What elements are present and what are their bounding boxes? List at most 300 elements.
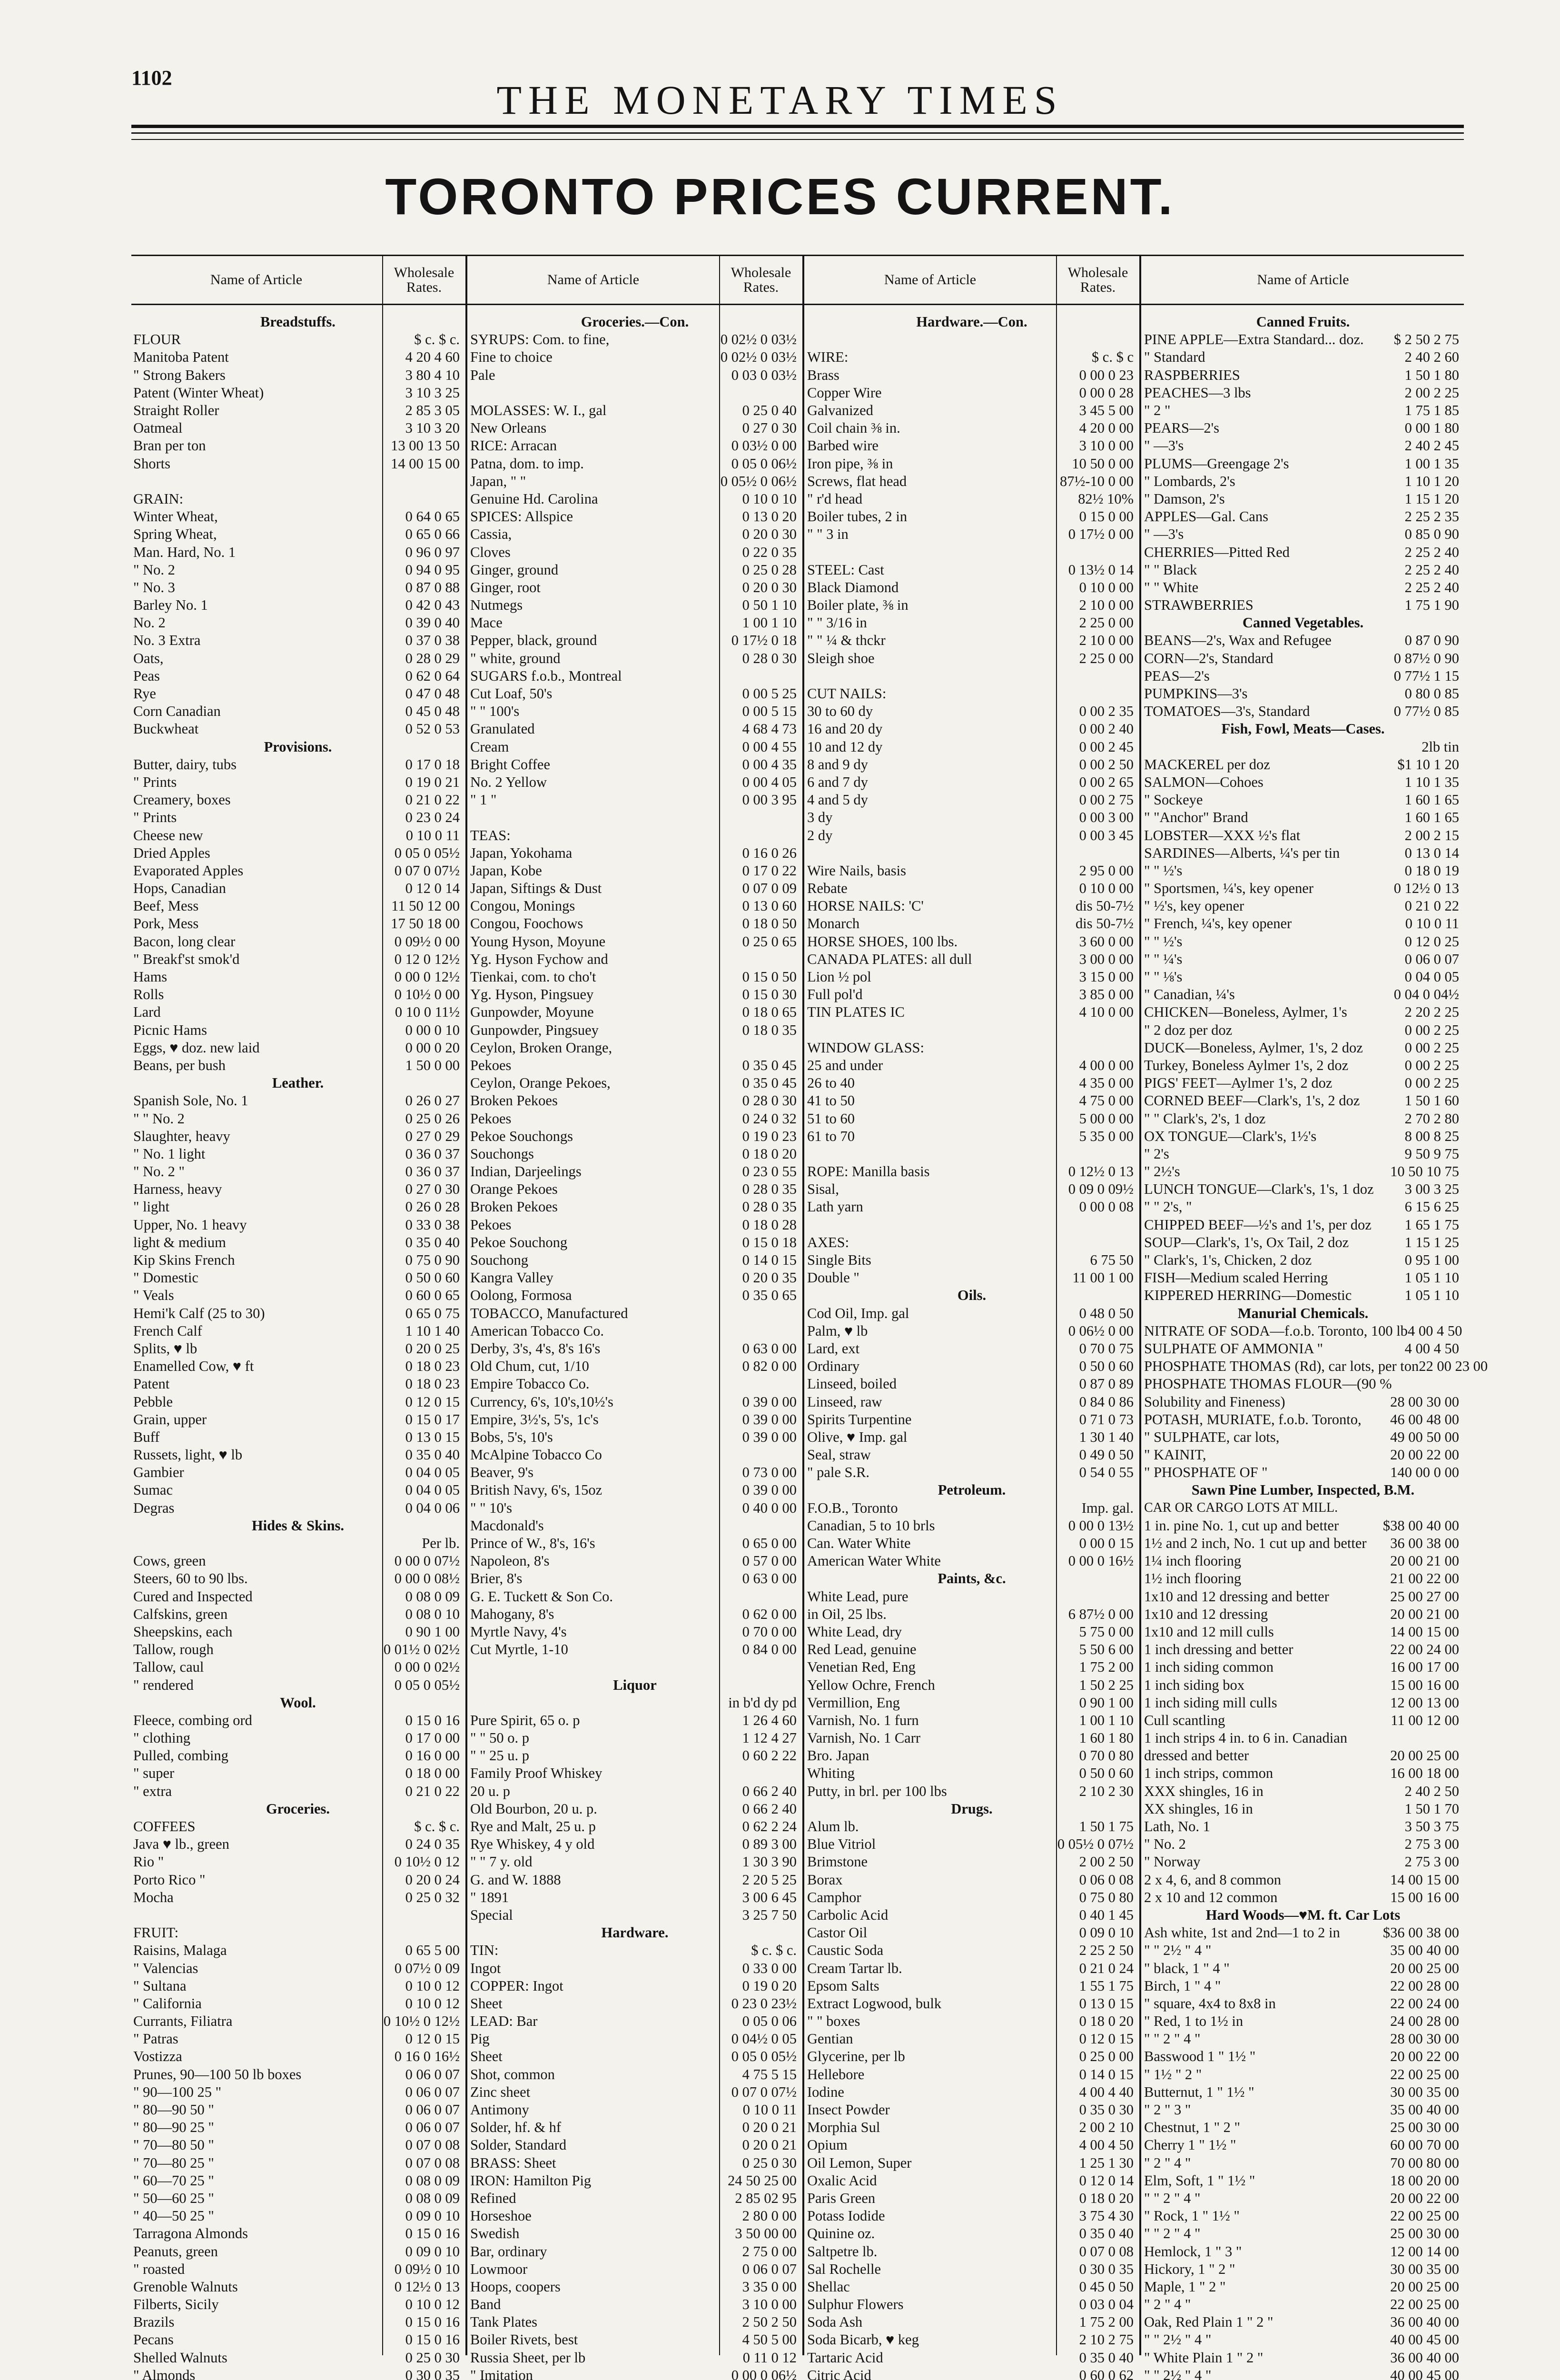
article-name: Buckwheat	[133, 721, 199, 737]
article-name: Quinine oz.	[807, 2225, 875, 2242]
section-heading	[468, 1676, 801, 1694]
article-name: Red Lead, genuine	[807, 1641, 917, 1658]
wholesale-rate: 0 04 0 05	[405, 1482, 460, 1498]
wholesale-rate: 0 00 2 25	[1404, 1075, 1459, 1091]
article-name: 2 x 4, 6, and 8 common	[1144, 1871, 1282, 1888]
section-heading	[1142, 1481, 1464, 1499]
wholesale-rate: 0 02½ 0 03½	[720, 349, 797, 366]
wholesale-rate: 0 08 0 09	[405, 1588, 460, 1605]
article-name: Currants, Filiatra	[133, 2013, 233, 2030]
article-name: Sisal,	[807, 1181, 839, 1198]
article-name: Upper, No. 1 heavy	[133, 1216, 247, 1233]
price-row	[131, 437, 464, 455]
price-row	[1142, 774, 1464, 791]
price-row	[131, 897, 464, 915]
article-name: Kangra Valley	[470, 1269, 553, 1286]
article-name: Currency, 6's, 10's,10½'s	[470, 1393, 613, 1410]
article-name: Opium	[807, 2137, 848, 2153]
price-row	[131, 1305, 464, 1322]
article-name: Pulled, combing	[133, 1747, 228, 1764]
article-name: Linseed, boiled	[807, 1376, 897, 1392]
article-name: " Damson, 2's	[1144, 490, 1225, 507]
wholesale-rate: 0 18 0 23	[405, 1376, 460, 1392]
section-heading	[1142, 1305, 1464, 1322]
wholesale-rate: 0 03½ 0 00	[731, 437, 797, 454]
wholesale-rate: 0 49 0 50	[1079, 1447, 1134, 1463]
article-name: SUGARS f.o.b., Montreal	[470, 667, 622, 684]
price-row	[131, 791, 464, 809]
article-name: Yg. Hyson Fychow and	[470, 951, 608, 967]
wholesale-rate: 4 35 0 00	[1079, 1075, 1134, 1091]
wholesale-rate: 0 21 0 22	[405, 1783, 460, 1799]
price-row	[131, 2207, 464, 2225]
wholesale-rate: 3 00 6 45	[742, 1889, 797, 1905]
article-name: Rye Whiskey, 4 y old	[470, 1836, 595, 1853]
wholesale-rate: 0 10 0 10	[742, 490, 797, 507]
wholesale-rate: 13 00 13 50	[391, 437, 460, 454]
price-row	[468, 1818, 801, 1835]
article-name: Shot, common	[470, 2066, 555, 2082]
price-row	[468, 897, 801, 915]
wholesale-rate: 30 00 35 00	[1390, 2261, 1459, 2277]
article-name: Creamery, boxes	[133, 792, 231, 808]
price-row	[1142, 1145, 1464, 1163]
article-name: " " ¼ & thckr	[807, 632, 886, 649]
price-row	[805, 1074, 1138, 1092]
wholesale-rate: 16 00 18 00	[1390, 1765, 1459, 1782]
wholesale-rate: 4 00 4 50	[1407, 1322, 1462, 1339]
price-row	[1142, 951, 1464, 968]
price-row	[468, 1588, 801, 1606]
price-row	[468, 1145, 801, 1163]
article-name: Ceylon, Orange Pekoes,	[470, 1075, 611, 1091]
wholesale-rate: 87½-10 0 00	[1059, 473, 1134, 489]
wholesale-rate: 0 06 0 07	[405, 2083, 460, 2100]
price-row	[1142, 2154, 1464, 2172]
price-row	[1142, 419, 1464, 437]
price-row	[468, 1729, 801, 1747]
wholesale-rate: 0 00 0 07½	[394, 1553, 460, 1569]
article-name: 1 inch dressing and better	[1144, 1641, 1293, 1658]
article-name: " 1 "	[470, 792, 497, 808]
article-name: Special	[470, 1906, 513, 1923]
section-heading	[805, 1481, 1138, 1499]
article-name: Carbolic Acid	[807, 1906, 889, 1923]
price-row	[468, 1375, 801, 1393]
price-row	[468, 1074, 801, 1092]
price-row	[805, 543, 1138, 561]
price-row	[131, 2331, 464, 2349]
wholesale-rate: 0 00 4 35	[742, 756, 797, 773]
wholesale-rate: 0 27 0 30	[742, 420, 797, 436]
price-row	[468, 1128, 801, 1145]
article-name: Saltpetre lb.	[807, 2243, 878, 2260]
price-row	[1142, 703, 1464, 720]
price-row	[468, 2225, 801, 2242]
price-row	[805, 508, 1138, 526]
price-row	[805, 2013, 1138, 2030]
price-row	[468, 1393, 801, 1410]
price-row	[805, 1517, 1138, 1535]
price-row	[805, 1871, 1138, 1889]
wholesale-rate: 2 25 2 40	[1404, 544, 1459, 560]
article-name: Lion ½ pol	[807, 969, 871, 985]
article-name: SALMON—Cohoes	[1144, 774, 1264, 790]
wholesale-rate: 0 08 0 09	[405, 2172, 460, 2189]
wholesale-rate: 1 60 1 65	[1404, 809, 1459, 826]
wholesale-rate: 3 10 0 00	[1079, 437, 1134, 454]
article-name: Whiting	[807, 1765, 855, 1782]
wholesale-rate: 0 23 0 23½	[731, 1995, 797, 2012]
article-name: Wire Nails, basis	[807, 862, 906, 879]
article-name: Iron pipe, ⅜ in	[807, 455, 893, 472]
wholesale-rate: 0 07 0 07½	[731, 2083, 797, 2100]
wholesale-rate: 0 35 0 30	[1079, 2102, 1134, 2118]
price-row	[1142, 1535, 1464, 1552]
rule-top-thick	[131, 125, 1464, 128]
article-name: Nutmegs	[470, 597, 523, 614]
article-name: " 2 " 4 "	[1144, 2154, 1191, 2171]
wholesale-rate: 0 10 0 12	[405, 2296, 460, 2313]
price-row	[1142, 2013, 1464, 2030]
price-row	[805, 526, 1138, 543]
article-name: Beans, per bush	[133, 1057, 226, 1073]
price-row	[805, 2296, 1138, 2313]
wholesale-rate: 14 00 15 00	[1390, 1623, 1459, 1640]
price-row	[131, 1552, 464, 1570]
article-name: Sleigh shoe	[807, 650, 875, 666]
article-name: Lath yarn	[807, 1199, 863, 1215]
article-name: Iodine	[807, 2083, 844, 2100]
price-row	[468, 1234, 801, 1251]
wholesale-rate: 0 07 0 08	[1079, 2243, 1134, 2260]
article-name: XXX shingles, 16 in	[1144, 1783, 1264, 1799]
wholesale-rate: 4 10 0 00	[1079, 1004, 1134, 1021]
price-row	[805, 1393, 1138, 1410]
wholesale-rate: 0 85 0 90	[1404, 526, 1459, 543]
price-row	[1142, 1216, 1464, 1234]
wholesale-rate: 0 16 0 00	[405, 1747, 460, 1764]
wholesale-rate: 2 20 5 25	[742, 1871, 797, 1888]
section-heading	[1142, 614, 1464, 632]
price-row	[1142, 1393, 1464, 1410]
article-name: Epsom Salts	[807, 1977, 879, 1994]
price-row	[131, 508, 464, 526]
price-row	[805, 1269, 1138, 1287]
wholesale-rate: 0 54 0 55	[1079, 1464, 1134, 1481]
price-row	[131, 1747, 464, 1765]
article-name: Cows, green	[133, 1553, 206, 1569]
article-name: CORN—2's, Standard	[1144, 650, 1274, 666]
column-divider-2	[802, 256, 804, 2355]
price-row	[805, 1499, 1138, 1517]
page-number: 1102	[131, 66, 172, 89]
article-name: Young Hyson, Moyune	[470, 933, 606, 950]
price-row	[468, 1959, 801, 1977]
article-name: Cut Myrtle, 1-10	[470, 1641, 568, 1658]
article-name: Yg. Hyson, Pingsuey	[470, 986, 594, 1003]
wholesale-rate: 0 12 0 12½	[394, 951, 460, 967]
article-name: Myrtle Navy, 4's	[470, 1623, 567, 1640]
price-row	[805, 809, 1138, 826]
price-row	[468, 862, 801, 880]
price-row	[1142, 2101, 1464, 2119]
article-name: " " 2½ " 4 "	[1144, 1942, 1212, 1959]
wholesale-rate: 0 33 0 00	[742, 1960, 797, 1976]
wholesale-rate: 0 09 0 10	[1079, 1924, 1134, 1941]
wholesale-rate: $ 2 50 2 75	[1393, 331, 1459, 348]
wholesale-rate: 2 40 2 45	[1404, 437, 1459, 454]
wholesale-rate: 1 10 1 35	[1404, 774, 1459, 790]
article-name: POTASH, MURIATE, f.o.b. Toronto,	[1144, 1411, 1362, 1428]
price-row	[468, 2048, 801, 2065]
price-row	[131, 1729, 464, 1747]
article-name: " " 10's	[470, 1499, 513, 1516]
price-row	[805, 384, 1138, 402]
price-row	[131, 774, 464, 791]
price-row	[131, 1889, 464, 1906]
article-name: Bright Coffee	[470, 756, 551, 773]
article-name: CORNED BEEF—Clark's, 1's, 2 doz	[1144, 1092, 1360, 1109]
wholesale-rate: 6 87½ 0 00	[1068, 1606, 1134, 1622]
section-heading	[131, 738, 464, 756]
price-row	[131, 1216, 464, 1234]
wholesale-rate: 22 00 23 00	[1419, 1358, 1488, 1375]
wholesale-rate: 1 10 1 20	[1404, 473, 1459, 489]
article-name: WINDOW GLASS:	[807, 1039, 924, 1056]
wholesale-rate: 1 55 1 75	[1079, 1977, 1134, 1994]
price-row	[1142, 348, 1464, 366]
wholesale-rate: 0 18 0 20	[1079, 2190, 1134, 2206]
price-row	[131, 2190, 464, 2207]
article-name: TEAS:	[470, 827, 511, 843]
price-row	[1142, 1729, 1464, 1747]
wholesale-rate: 0 10 0 00	[1079, 579, 1134, 595]
wholesale-rate: 21 00 22 00	[1390, 1570, 1459, 1587]
wholesale-rate: 4 00 4 40	[1079, 2083, 1134, 2100]
price-row	[805, 1588, 1138, 1606]
price-row	[131, 1180, 464, 1198]
price-row	[1142, 2066, 1464, 2083]
article-name: " 2½'s	[1144, 1163, 1180, 1180]
price-row	[805, 826, 1138, 844]
price-row	[805, 1818, 1138, 1835]
wholesale-rate: 20 00 21 00	[1390, 1553, 1459, 1569]
section-heading-label: Provisions.	[264, 738, 332, 755]
price-row	[805, 1021, 1138, 1039]
price-row	[805, 1783, 1138, 1800]
wholesale-rate: 0 25 0 65	[742, 933, 797, 950]
article-name: " 2 " 4 "	[1144, 2296, 1191, 2313]
wholesale-rate: 0 05 0 05½	[394, 1676, 460, 1693]
wholesale-rate: 4 50 5 00	[742, 2331, 797, 2348]
wholesale-rate: 3 85 0 00	[1079, 986, 1134, 1003]
article-name: Maple, 1 " 2 "	[1144, 2278, 1226, 2295]
price-row	[468, 1641, 801, 1658]
wholesale-rate: 25 00 27 00	[1390, 1588, 1459, 1605]
price-row	[468, 1092, 801, 1110]
price-row	[1142, 437, 1464, 455]
price-row	[131, 1021, 464, 1039]
wholesale-rate: 0 01½ 0 02½	[383, 1641, 460, 1658]
wholesale-rate: 1 12 4 27	[742, 1730, 797, 1746]
price-row	[805, 2261, 1138, 2278]
article-name: " No. 2	[133, 561, 175, 578]
price-row	[468, 650, 801, 667]
price-row	[468, 2119, 801, 2136]
price-row	[805, 738, 1138, 756]
wholesale-rate: 0 15 0 16	[405, 2331, 460, 2348]
wholesale-rate: 4 68 4 73	[742, 721, 797, 737]
price-row	[805, 1924, 1138, 1942]
price-row	[805, 1694, 1138, 1712]
article-name: Barbed wire	[807, 437, 879, 454]
wholesale-rate: 3 25 7 50	[742, 1906, 797, 1923]
article-name: PINE APPLE—Extra Standard... doz.	[1144, 331, 1364, 348]
price-row	[1142, 1180, 1464, 1198]
wholesale-rate: 0 00 0 10	[405, 1021, 460, 1038]
wholesale-rate: 3 15 0 00	[1079, 969, 1134, 985]
column-3-rates-header: Wholesale Rates.	[1067, 264, 1128, 295]
price-row	[805, 1145, 1138, 1163]
article-name: 20 u. p	[470, 1783, 510, 1799]
wholesale-rate: 0 24 0 32	[742, 1110, 797, 1127]
wholesale-rate: 2 75 3 00	[1404, 1836, 1459, 1853]
price-row	[131, 1287, 464, 1304]
price-row	[468, 367, 801, 384]
article-name: 61 to 70	[807, 1128, 855, 1144]
wholesale-rate: 0 07 0 07½	[394, 862, 460, 879]
article-name: Dried Apples	[133, 844, 210, 861]
wholesale-rate: 0 23 0 55	[742, 1163, 797, 1180]
price-row	[805, 1163, 1138, 1180]
wholesale-rate: 11 50 12 00	[391, 898, 460, 914]
wholesale-rate: 22 00 24 00	[1390, 1995, 1459, 2012]
wholesale-rate: 0 12 0 15	[1079, 2031, 1134, 2047]
section-heading-label: Canned Fruits.	[1256, 314, 1350, 330]
wholesale-rate: 1 00 1 10	[742, 615, 797, 631]
article-name: Evaporated Apples	[133, 862, 244, 879]
wholesale-rate: 0 18 0 00	[405, 1765, 460, 1782]
article-name: " " 2 " 4 "	[1144, 2031, 1201, 2047]
price-row	[468, 1305, 801, 1322]
wholesale-rate: 0 36 0 37	[405, 1163, 460, 1180]
price-row	[468, 579, 801, 596]
price-row	[1142, 2030, 1464, 2048]
article-name: PEACHES—3 lbs	[1144, 384, 1251, 401]
wholesale-rate: 14 00 15 00	[391, 455, 460, 472]
wholesale-rate: 0 00 2 35	[1079, 703, 1134, 720]
price-row	[805, 579, 1138, 596]
price-row	[131, 951, 464, 968]
article-name: Slaughter, heavy	[133, 1128, 230, 1144]
price-row	[805, 348, 1138, 366]
wholesale-rate: 0 13 0 20	[742, 508, 797, 525]
wholesale-rate: 10 50 10 75	[1390, 1163, 1459, 1180]
wholesale-rate: 4 75 5 15	[742, 2066, 797, 2082]
article-name: Hellebore	[807, 2066, 865, 2082]
wholesale-rate: 140 00 0 00	[1390, 1464, 1459, 1481]
wholesale-rate: dis 50-7½	[1076, 915, 1134, 932]
rule-top-thin-2	[131, 139, 1464, 140]
article-name: Lowmoor	[470, 2261, 528, 2277]
price-row	[131, 986, 464, 1003]
wholesale-rate: 0 18 0 50	[742, 915, 797, 932]
article-name: 1 inch strips, common	[1144, 1765, 1274, 1782]
wholesale-rate: 0 35 0 65	[742, 1287, 797, 1304]
section-heading-label: Petroleum.	[938, 1482, 1006, 1498]
article-name: dressed and better	[1144, 1747, 1249, 1764]
wholesale-rate: 0 77½ 1 15	[1393, 667, 1459, 684]
price-row	[805, 2066, 1138, 2083]
wholesale-rate: 0 39 0 00	[742, 1411, 797, 1428]
price-row	[805, 1358, 1138, 1375]
wholesale-rate: 0 77½ 0 85	[1393, 703, 1459, 720]
wholesale-rate: 0 26 0 28	[405, 1199, 460, 1215]
wholesale-rate: 3 80 4 10	[405, 367, 460, 383]
wholesale-rate: 0 06 0 07	[405, 2102, 460, 2118]
price-row	[1142, 862, 1464, 880]
article-name: " " ½'s	[1144, 933, 1183, 950]
wholesale-rate: 0 03 0 03½	[731, 367, 797, 383]
price-row	[131, 880, 464, 897]
article-name: Cull scantling	[1144, 1712, 1225, 1728]
wholesale-rate: 0 21 0 22	[1404, 898, 1459, 914]
price-row	[468, 791, 801, 809]
article-name: 1x10 and 12 mill culls	[1144, 1623, 1274, 1640]
article-name: Hemlock, 1 " 3 "	[1144, 2243, 1242, 2260]
article-name: Cut Loaf, 50's	[470, 685, 553, 702]
price-row	[468, 1216, 801, 1234]
price-row	[468, 2154, 801, 2172]
wholesale-rate: 0 05 0 06	[742, 2013, 797, 2030]
wholesale-rate: 2 85 02 95	[735, 2190, 797, 2206]
article-name: " 70—80 25 "	[133, 2154, 214, 2171]
price-row	[131, 844, 464, 862]
article-name: Barley No. 1	[133, 597, 208, 614]
price-row	[1142, 1322, 1464, 1340]
price-row	[805, 685, 1138, 703]
wholesale-rate: 3 75 4 30	[1079, 2208, 1134, 2224]
section-heading-label: Groceries.	[266, 1800, 330, 1817]
article-name: Degras	[133, 1499, 175, 1516]
price-row	[468, 2066, 801, 2083]
article-name: Russets, light, ♥ lb	[133, 1447, 243, 1463]
article-name: Shellac	[807, 2278, 850, 2295]
wholesale-rate: 0 16 0 16½	[394, 2048, 460, 2065]
wholesale-rate: 0 62 2 24	[742, 1818, 797, 1835]
price-row	[1142, 2136, 1464, 2154]
price-row	[805, 1464, 1138, 1481]
article-name: " Prints	[133, 774, 177, 790]
article-name: " —3's	[1144, 526, 1184, 543]
article-name: Yellow Ochre, French	[807, 1676, 935, 1693]
article-name: Solder, hf. & hf	[470, 2119, 562, 2136]
article-name: " rendered	[133, 1676, 194, 1693]
wholesale-rate: 0 18 0 20	[1079, 2013, 1134, 2030]
price-row	[131, 1340, 464, 1358]
article-name: " " 25 u. p	[470, 1747, 530, 1764]
article-name: TOMATOES—3's, Standard	[1144, 703, 1310, 720]
article-name: Hops, Canadian	[133, 880, 226, 897]
article-name: Pure Spirit, 65 o. p	[470, 1712, 580, 1728]
article-name: Copper Wire	[807, 384, 882, 401]
price-row	[805, 2225, 1138, 2242]
article-name: Extract Logwood, bulk	[807, 1995, 942, 2012]
article-name: " —3's	[1144, 437, 1184, 454]
article-name: " Norway	[1144, 1854, 1201, 1870]
article-name: " 2 "	[1144, 402, 1171, 419]
